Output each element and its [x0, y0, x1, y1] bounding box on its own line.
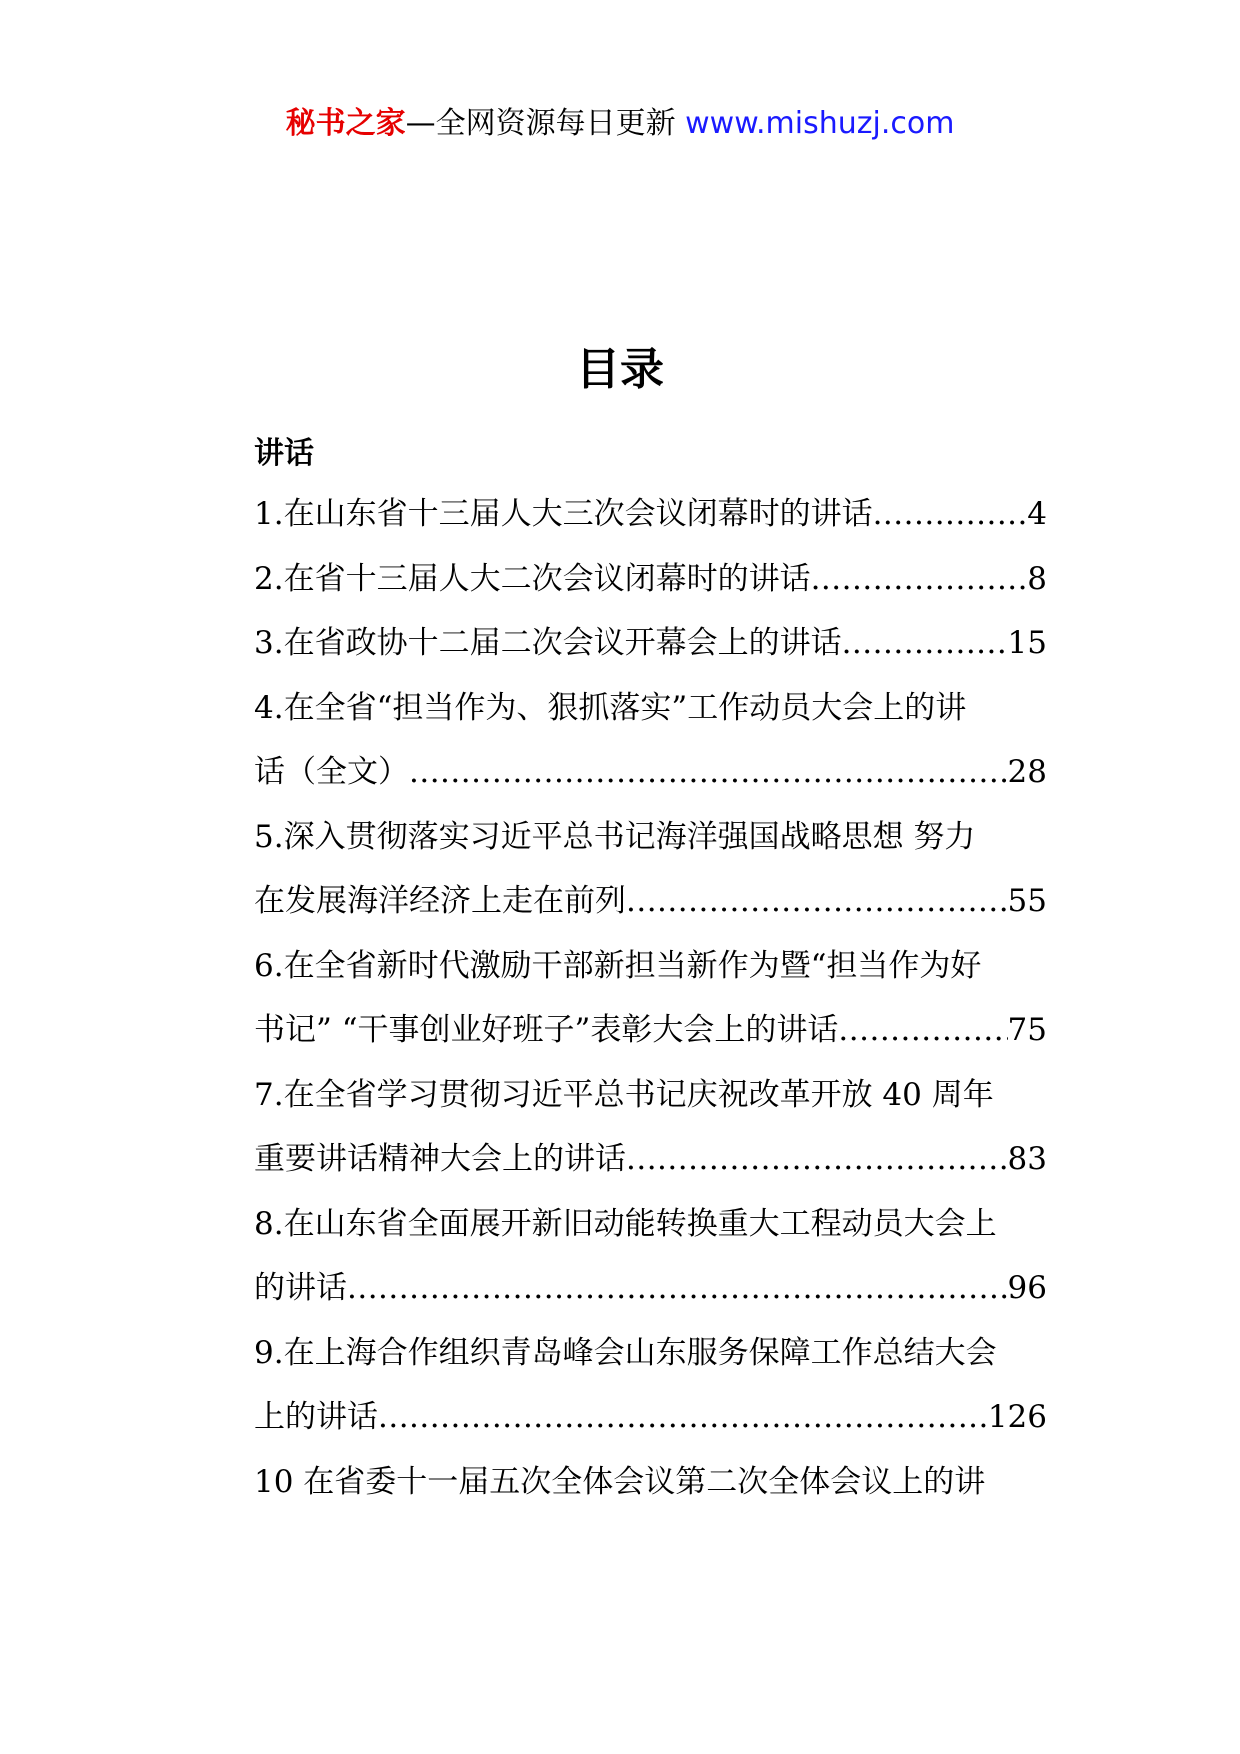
toc-entry-title: 在发展海洋经济上走在前列: [254, 883, 626, 919]
toc-entry-title: 的讲话: [254, 1270, 347, 1306]
toc-leader-dots: [811, 547, 1028, 612]
toc-leader-dots: [838, 998, 1007, 1063]
toc-leader-dots: [626, 1127, 1008, 1192]
toc-leader-dots: [347, 1256, 1008, 1321]
toc-entry-title: 上的讲话: [254, 1399, 378, 1435]
toc-entry[interactable]: [254, 1192, 1047, 1321]
toc-entry[interactable]: [254, 676, 1047, 805]
toc-leader-dots: [409, 740, 1008, 805]
toc-entry[interactable]: [254, 1063, 1047, 1192]
toc-page-number: 83: [1007, 1141, 1047, 1177]
toc-page-number: 126: [987, 1399, 1047, 1435]
section-heading: 讲话: [254, 436, 314, 471]
toc-entry-title: 重要讲话精神大会上的讲话: [254, 1141, 626, 1177]
toc-entry-last-line: [254, 869, 1047, 934]
toc-page-number: 28: [1007, 754, 1047, 790]
toc-entry-title: 书记” “干事创业好班子”表彰大会上的讲话: [254, 1012, 839, 1048]
toc-list: [254, 482, 1047, 1514]
toc-entry-line: 5.深入贯彻落实习近平总书记海洋强国战略思想 努力: [254, 818, 976, 855]
toc-page-number: 96: [1007, 1270, 1047, 1306]
toc-entry[interactable]: [254, 547, 1047, 612]
brand-name: 秘书之家: [285, 106, 406, 141]
toc-entry-line: 8.在山东省全面展开新旧动能转换重大工程动员大会上: [254, 1205, 997, 1242]
toc-leader-dots: [842, 611, 1008, 676]
toc-entry[interactable]: [254, 1450, 1047, 1515]
toc-leader-dots: [378, 1385, 988, 1450]
toc-page-number: 8: [1027, 560, 1047, 597]
toc-entry[interactable]: [254, 482, 1047, 547]
toc-entry[interactable]: [254, 934, 1047, 1063]
toc-page-number: 55: [1007, 883, 1047, 919]
toc-entry-line: 6.在全省新时代激励干部新担当新作为暨“担当作为好: [254, 947, 982, 984]
toc-entry-line: 4.在全省“担当作为、狠抓落实”工作动员大会上的讲: [254, 689, 967, 726]
toc-entry-last-line: [254, 740, 1047, 805]
toc-entry-last-line: [254, 998, 1047, 1063]
toc-entry-last-line: [254, 1385, 1047, 1450]
website-link[interactable]: www.mishuzj.com: [685, 106, 955, 141]
toc-entry[interactable]: [254, 611, 1047, 676]
toc-leader-dots: [873, 482, 1028, 547]
header-slogan: —全网资源每日更新: [405, 106, 686, 141]
toc-entry-title: 2.在省十三届人大二次会议闭幕时的讲话: [254, 560, 811, 597]
toc-entry-title: 1.在山东省十三届人大三次会议闭幕时的讲话: [254, 496, 873, 532]
toc-entry-last-line: [254, 1127, 1047, 1192]
toc-page-number: 15: [1007, 625, 1047, 661]
page-title: 目录: [576, 344, 664, 395]
toc-entry-last-line: [254, 611, 1047, 676]
toc-entry-last-line: [254, 1256, 1047, 1321]
table-of-contents: [254, 430, 1047, 1514]
site-header: [0, 100, 1240, 148]
toc-entry[interactable]: [254, 1321, 1047, 1450]
toc-entry-title: 话（全文）: [254, 754, 409, 790]
toc-entry-line: 7.在全省学习贯彻习近平总书记庆祝改革开放 40 周年: [254, 1076, 994, 1113]
toc-leader-dots: [626, 869, 1008, 934]
toc-entry-line: 9.在上海合作组织青岛峰会山东服务保障工作总结大会: [254, 1334, 997, 1371]
toc-entry-last-line: [254, 482, 1047, 547]
toc-page-number: 4: [1027, 496, 1047, 532]
toc-entry-line: 10 在省委十一届五次全体会议第二次全体会议上的讲: [254, 1463, 986, 1500]
toc-page-number: 75: [1007, 1012, 1047, 1048]
toc-entry-last-line: [254, 547, 1047, 612]
toc-entry[interactable]: [254, 805, 1047, 934]
toc-entry-title: 3.在省政协十二届二次会议开幕会上的讲话: [254, 625, 842, 661]
